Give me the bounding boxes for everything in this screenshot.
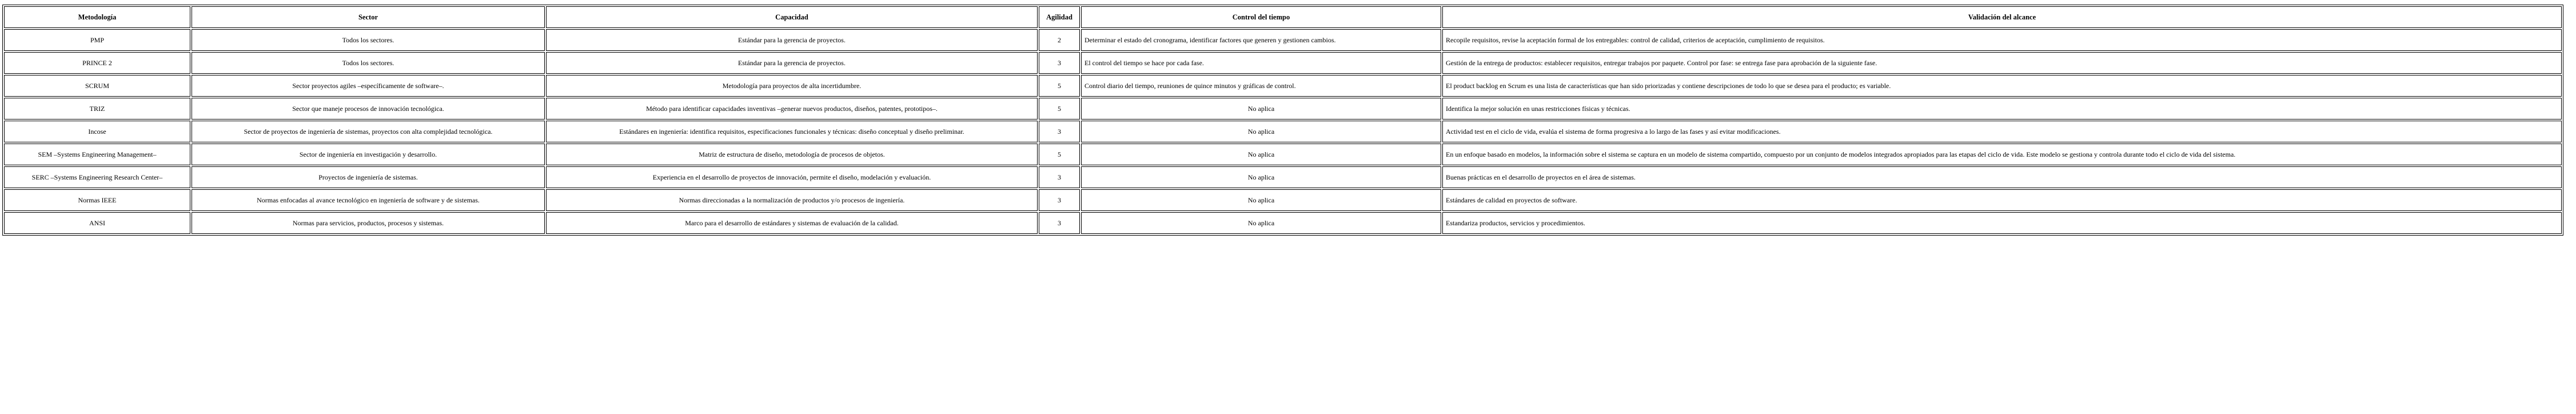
table-cell-validacion-del-alcance: Estándares de calidad en proyectos de software. [1442,189,2562,211]
column-header-capacidad: Capacidad [546,6,1038,28]
table-cell-capacidad: Normas direccionadas a la normalización de productos y/o procesos de ingeniería. [546,189,1038,211]
table-cell-control-del-tiempo: No aplica [1081,166,1441,188]
table-row [4,212,2562,234]
table-row [4,144,2562,165]
table-cell-agilidad: 2 [1039,29,1080,51]
table-cell-capacidad: Experiencia en el desarrollo de proyectos de innovación, permite el diseño, modelación y evaluación. [546,166,1038,188]
table-cell-metodologia: Normas IEEE [4,189,190,211]
table-cell-agilidad: 5 [1039,98,1080,120]
table-cell-sector: Sector proyectos agiles –específicamente de software–. [192,75,545,97]
table-cell-metodologia: PRINCE 2 [4,52,190,74]
table-cell-control-del-tiempo: No aplica [1081,121,1441,142]
table-cell-control-del-tiempo: El control del tiempo se hace por cada fase. [1081,52,1441,74]
table-cell-agilidad: 3 [1039,121,1080,142]
header-row [4,6,2562,28]
column-header-validacion-del-alcance: Validación del alcance [1442,6,2562,28]
table-cell-agilidad: 3 [1039,189,1080,211]
methodology-comparison-table [2,5,2563,236]
table-cell-sector: Proyectos de ingeniería de sistemas. [192,166,545,188]
table-cell-capacidad: Metodología para proyectos de alta incertidumbre. [546,75,1038,97]
table-cell-validacion-del-alcance: Estandariza productos, servicios y procedimientos. [1442,212,2562,234]
table-cell-control-del-tiempo: Determinar el estado del cronograma, identificar factores que generen y gestionen cambios. [1081,29,1441,51]
table-cell-metodologia: ANSI [4,212,190,234]
table-cell-control-del-tiempo: Control diario del tiempo, reuniones de quince minutos y gráficas de control. [1081,75,1441,97]
table-cell-metodologia: Incose [4,121,190,142]
table-row [4,189,2562,211]
column-header-control-del-tiempo: Control del tiempo [1081,6,1441,28]
table-cell-control-del-tiempo: No aplica [1081,144,1441,165]
table-cell-metodologia: SEM –Systems Engineering Management– [4,144,190,165]
table-cell-agilidad: 3 [1039,212,1080,234]
table-cell-metodologia: PMP [4,29,190,51]
table-cell-agilidad: 3 [1039,166,1080,188]
table-cell-sector: Todos los sectores. [192,29,545,51]
table-cell-sector: Todos los sectores. [192,52,545,74]
table-cell-capacidad: Marco para el desarrollo de estándares y sistemas de evaluación de la calidad. [546,212,1038,234]
table-cell-agilidad: 5 [1039,144,1080,165]
table-cell-validacion-del-alcance: Identifica la mejor solución en unas restricciones físicas y técnicas. [1442,98,2562,120]
table-cell-validacion-del-alcance: Gestión de la entrega de productos: establecer requisitos, entregar trabajos por paquete. Control por fase: se entrega fase para aprobación de la siguiente fase. [1442,52,2562,74]
methodology-comparison-table-container [2,5,2563,236]
table-cell-validacion-del-alcance: Buenas prácticas en el desarrollo de proyectos en el área de sistemas. [1442,166,2562,188]
table-cell-sector: Sector de ingeniería en investigación y desarrollo. [192,144,545,165]
table-cell-validacion-del-alcance: Recopile requisitos, revise la aceptación formal de los entregables: control de calidad, criterios de aceptación, cumplimiento de requisitos. [1442,29,2562,51]
table-cell-control-del-tiempo: No aplica [1081,189,1441,211]
table-cell-agilidad: 5 [1039,75,1080,97]
table-cell-control-del-tiempo: No aplica [1081,212,1441,234]
column-header-agilidad: Agilidad [1039,6,1080,28]
table-cell-sector: Sector que maneje procesos de innovación tecnológica. [192,98,545,120]
table-cell-validacion-del-alcance: El product backlog en Scrum es una lista de características que han sido priorizadas y contiene descripciones de todo lo que se desea para el producto; es variable. [1442,75,2562,97]
table-cell-metodologia: SCRUM [4,75,190,97]
table-cell-sector: Normas enfocadas al avance tecnológico en ingeniería de software y de sistemas. [192,189,545,211]
table-row [4,75,2562,97]
table-cell-agilidad: 3 [1039,52,1080,74]
table-row [4,52,2562,74]
table-body [4,29,2562,234]
table-cell-capacidad: Estándares en ingeniería: identifica requisitos, especificaciones funcionales y técnicas: diseño conceptual y diseño preliminar. [546,121,1038,142]
table-row [4,98,2562,120]
table-row [4,29,2562,51]
table-cell-capacidad: Método para identificar capacidades inventivas –generar nuevos productos, diseños, patentes, prototipos–. [546,98,1038,120]
table-cell-sector: Sector de proyectos de ingeniería de sistemas, proyectos con alta complejidad tecnológica. [192,121,545,142]
table-cell-metodologia: TRIZ [4,98,190,120]
column-header-metodologia: Metodología [4,6,190,28]
table-cell-capacidad: Estándar para la gerencia de proyectos. [546,29,1038,51]
table-cell-capacidad: Estándar para la gerencia de proyectos. [546,52,1038,74]
table-row [4,166,2562,188]
table-cell-validacion-del-alcance: Actividad test en el ciclo de vida, evalúa el sistema de forma progresiva a lo largo de las fases y así evitar modificaciones. [1442,121,2562,142]
table-cell-capacidad: Matriz de estructura de diseño, metodología de procesos de objetos. [546,144,1038,165]
table-row [4,121,2562,142]
table-cell-metodologia: SERC –Systems Engineering Research Center– [4,166,190,188]
table-cell-control-del-tiempo: No aplica [1081,98,1441,120]
table-cell-validacion-del-alcance: En un enfoque basado en modelos, la información sobre el sistema se captura en un modelo de sistema compartido, compuesto por un conjunto de modelos integrados apropiados para las etapas del ciclo de vida. Este modelo se gestiona y controla durante todo el ciclo de vida del sistema. [1442,144,2562,165]
table-cell-sector: Normas para servicios, productos, procesos y sistemas. [192,212,545,234]
column-header-sector: Sector [192,6,545,28]
